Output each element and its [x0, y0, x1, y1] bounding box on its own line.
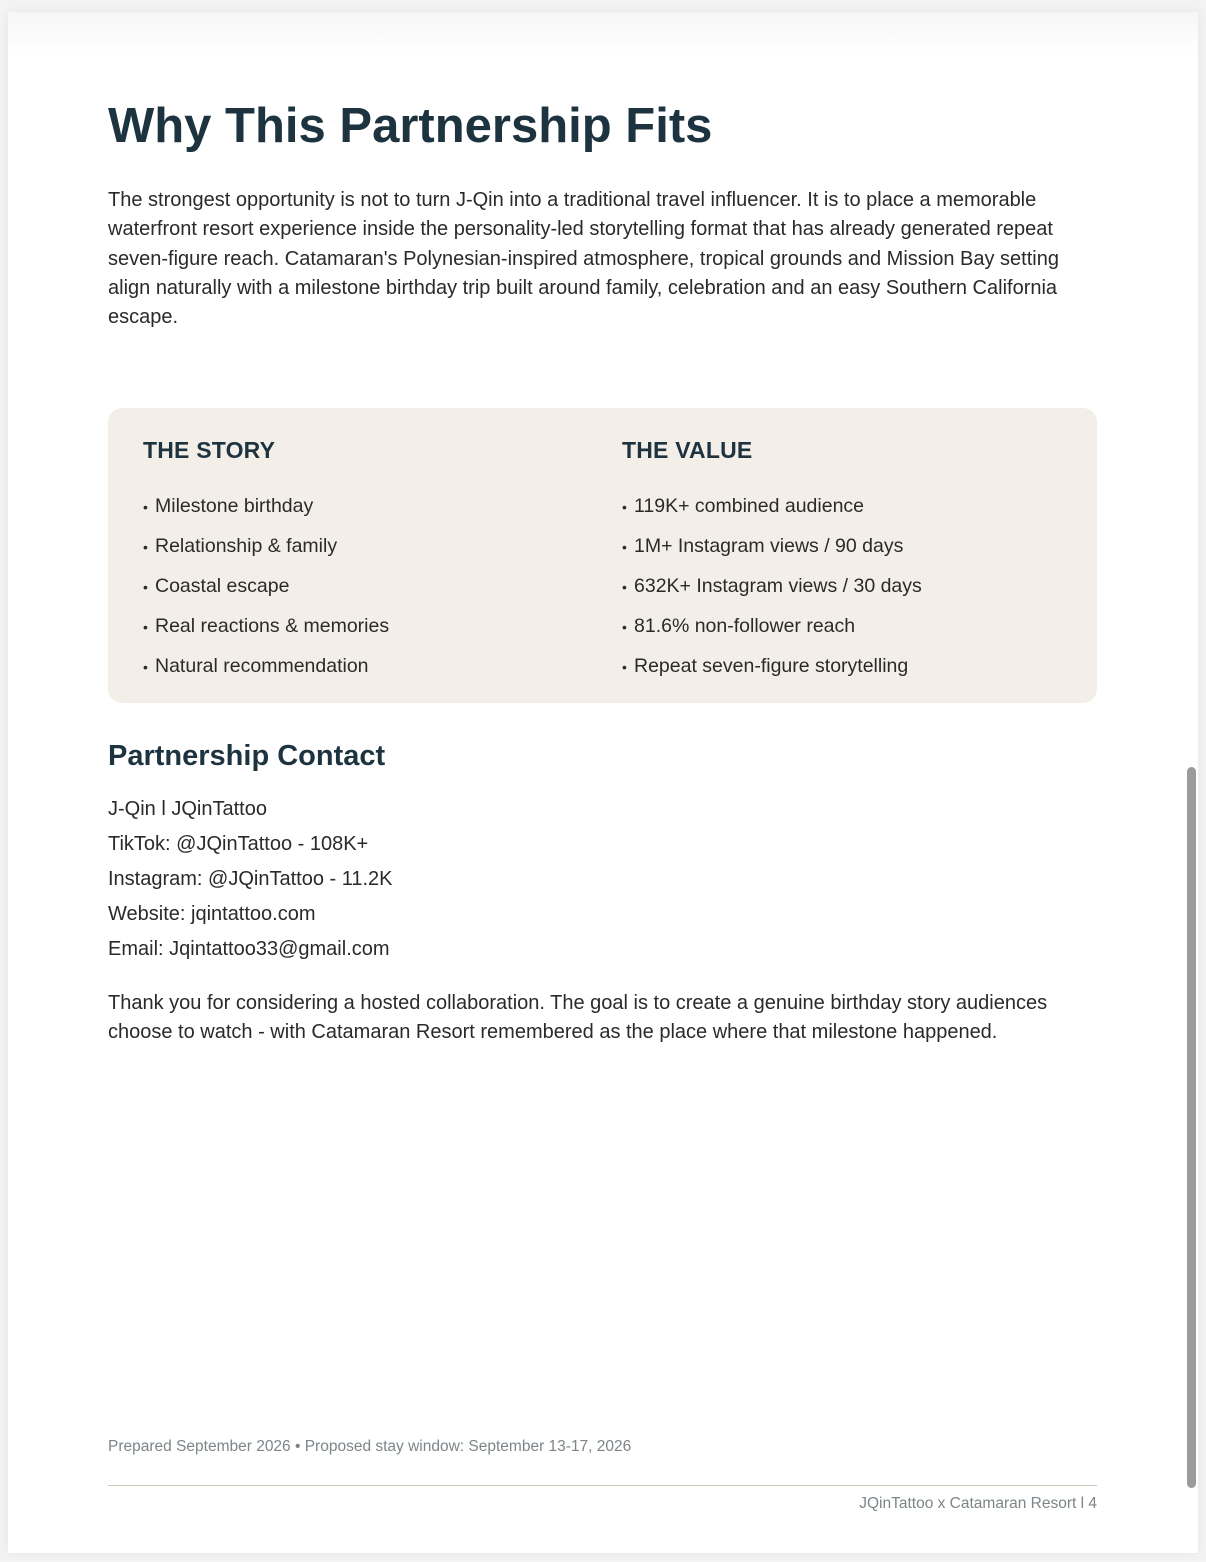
story-column [143, 433, 583, 677]
bullet-icon: • [143, 658, 148, 675]
bullet-icon: • [622, 658, 627, 675]
value-item-label: Repeat seven-figure storytelling [634, 654, 909, 677]
story-heading: THE STORY [143, 437, 276, 463]
contact-website: Website: jqintattoo.com [108, 903, 316, 925]
story-list [143, 487, 389, 687]
page-top-shadow [8, 12, 1198, 52]
story-value-panel [108, 408, 1097, 703]
bullet-icon: • [622, 618, 627, 635]
contact-heading: Partnership Contact [108, 740, 386, 772]
value-item-label: 1M+ Instagram views / 90 days [634, 534, 904, 557]
story-list-item [143, 487, 389, 527]
scrollbar-thumb[interactable] [1187, 767, 1196, 1488]
value-list [622, 487, 922, 687]
contact-name: J-Qin l JQinTattoo [108, 798, 267, 820]
value-list-item [622, 567, 922, 607]
value-list-item [622, 647, 922, 687]
bullet-icon: • [622, 538, 627, 555]
value-item-label: 632K+ Instagram views / 30 days [634, 574, 922, 597]
footer-divider [108, 1485, 1097, 1486]
story-list-item [143, 647, 389, 687]
value-list-item [622, 607, 922, 647]
thank-you-paragraph: Thank you for considering a hosted collaboration. The goal is to create a genuine birthday story audiences choose to watch - with Catamaran Resort remembered as the place where that milestone happened. [108, 992, 1048, 1044]
value-list-item [622, 527, 922, 567]
story-item-label: Natural recommendation [155, 654, 369, 677]
page-footer-label: JQinTattoo x Catamaran Resort l 4 [859, 1495, 1097, 1512]
value-heading: THE VALUE [622, 437, 753, 463]
story-list-item [143, 527, 389, 567]
story-list-item [143, 607, 389, 647]
contact-email: Email: Jqintattoo33@gmail.com [108, 938, 390, 960]
bullet-icon: • [622, 578, 627, 595]
story-item-label: Milestone birthday [155, 495, 314, 517]
story-item-label: Coastal escape [155, 574, 290, 597]
bullet-icon: • [143, 578, 148, 595]
bullet-icon: • [143, 618, 148, 635]
contact-tiktok: TikTok: @JQinTattoo - 108K+ [108, 833, 369, 855]
story-item-label: Relationship & family [155, 534, 338, 557]
value-item-label: 119K+ combined audience [634, 495, 865, 517]
value-list-item [622, 487, 922, 527]
story-item-label: Real reactions & memories [155, 614, 390, 637]
bullet-icon: • [143, 499, 148, 515]
document-page [8, 12, 1198, 1553]
contact-instagram: Instagram: @JQinTattoo - 11.2K [108, 868, 393, 890]
bullet-icon: • [622, 499, 627, 515]
prepared-note: Prepared September 2026 • Proposed stay window: September 13-17, 2026 [108, 1438, 632, 1455]
intro-paragraph: The strongest opportunity is not to turn J-Qin into a traditional travel influencer. It is to place a memorable waterfront resort experience inside the personality-led storytelling format that has already generated repeat seven-figure reach. Catamaran's Polynesian-inspired atmosphere, tropical grounds and Mission Bay setting align naturally with a milestone birthday trip built around family, celebration and an easy Southern California escape. [108, 189, 1059, 329]
contact-details [108, 792, 393, 967]
story-list-item [143, 567, 389, 607]
page-title: Why This Partnership Fits [108, 99, 713, 153]
value-column [622, 433, 1062, 677]
bullet-icon: • [143, 538, 148, 555]
value-item-label: 81.6% non-follower reach [634, 614, 856, 637]
